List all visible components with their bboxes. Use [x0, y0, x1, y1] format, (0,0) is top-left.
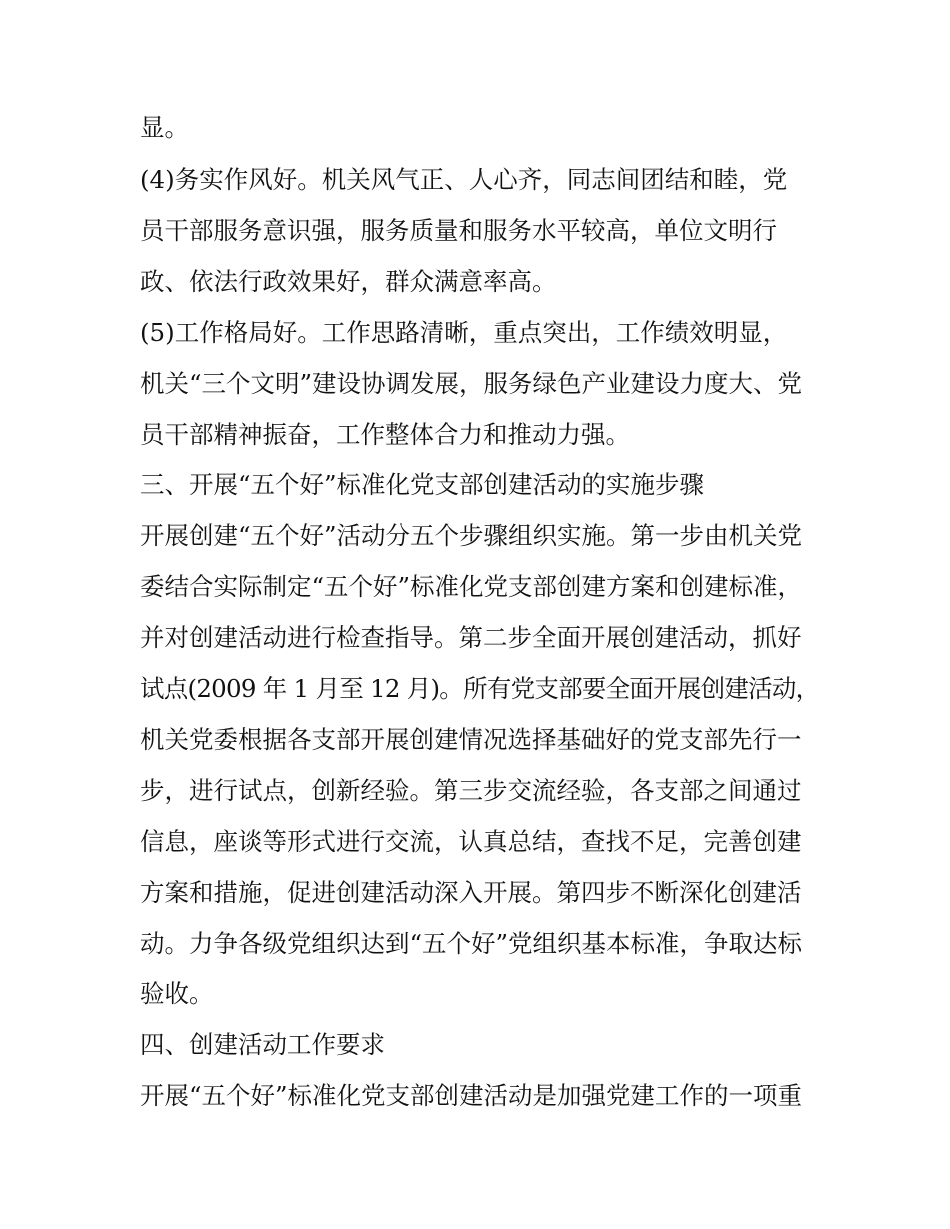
text-line: 方案和措施，促进创建活动深入开展。第四步不断深化创建活 — [140, 878, 802, 907]
text-line: (5)工作格局好。工作思路清晰，重点突出，工作绩效明显， — [140, 318, 788, 347]
text-line: 开展创建“五个好”活动分五个步骤组织实施。第一步由机关党 — [140, 521, 803, 550]
text-line: 开展“五个好”标准化党支部创建活动是加强党建工作的一项重 — [140, 1081, 803, 1110]
section-heading: 四、创建活动工作要求 — [140, 1030, 385, 1059]
section-heading: 三、开展“五个好”标准化党支部创建活动的实施步骤 — [140, 470, 705, 499]
text-line: 员干部服务意识强，服务质量和服务水平较高，单位文明行 — [140, 216, 777, 245]
text-line: 步，进行试点，创新经验。第三步交流经验，各支部之间通过 — [140, 776, 802, 805]
text-line: (4)务实作风好。机关风气正、人心齐，同志间团结和睦，党 — [140, 165, 788, 194]
text-line: 试点(2009 年 1 月至 12 月)。所有党支部要全面开展创建活动， — [140, 674, 820, 703]
text-line: 员干部精神振奋，工作整体合力和推动力强。 — [140, 420, 630, 449]
text-line: 显。 — [140, 113, 189, 142]
text-line: 并对创建活动进行检查指导。第二步全面开展创建活动，抓好 — [140, 623, 802, 652]
text-line: 信息，座谈等形式进行交流，认真总结，查找不足，完善创建 — [140, 827, 802, 856]
text-line: 动。力争各级党组织达到“五个好”党组织基本标准，争取达标 — [140, 929, 803, 958]
text-line: 机关党委根据各支部开展创建情况选择基础好的党支部先行一 — [140, 725, 802, 754]
text-line: 机关“三个文明”建设协调发展，服务绿色产业建设力度大、党 — [140, 369, 803, 398]
text-line: 验收。 — [140, 979, 214, 1008]
text-line: 委结合实际制定“五个好”标准化党支部创建方案和创建标准， — [140, 572, 803, 601]
text-line: 政、依法行政效果好，群众满意率高。 — [140, 267, 557, 296]
